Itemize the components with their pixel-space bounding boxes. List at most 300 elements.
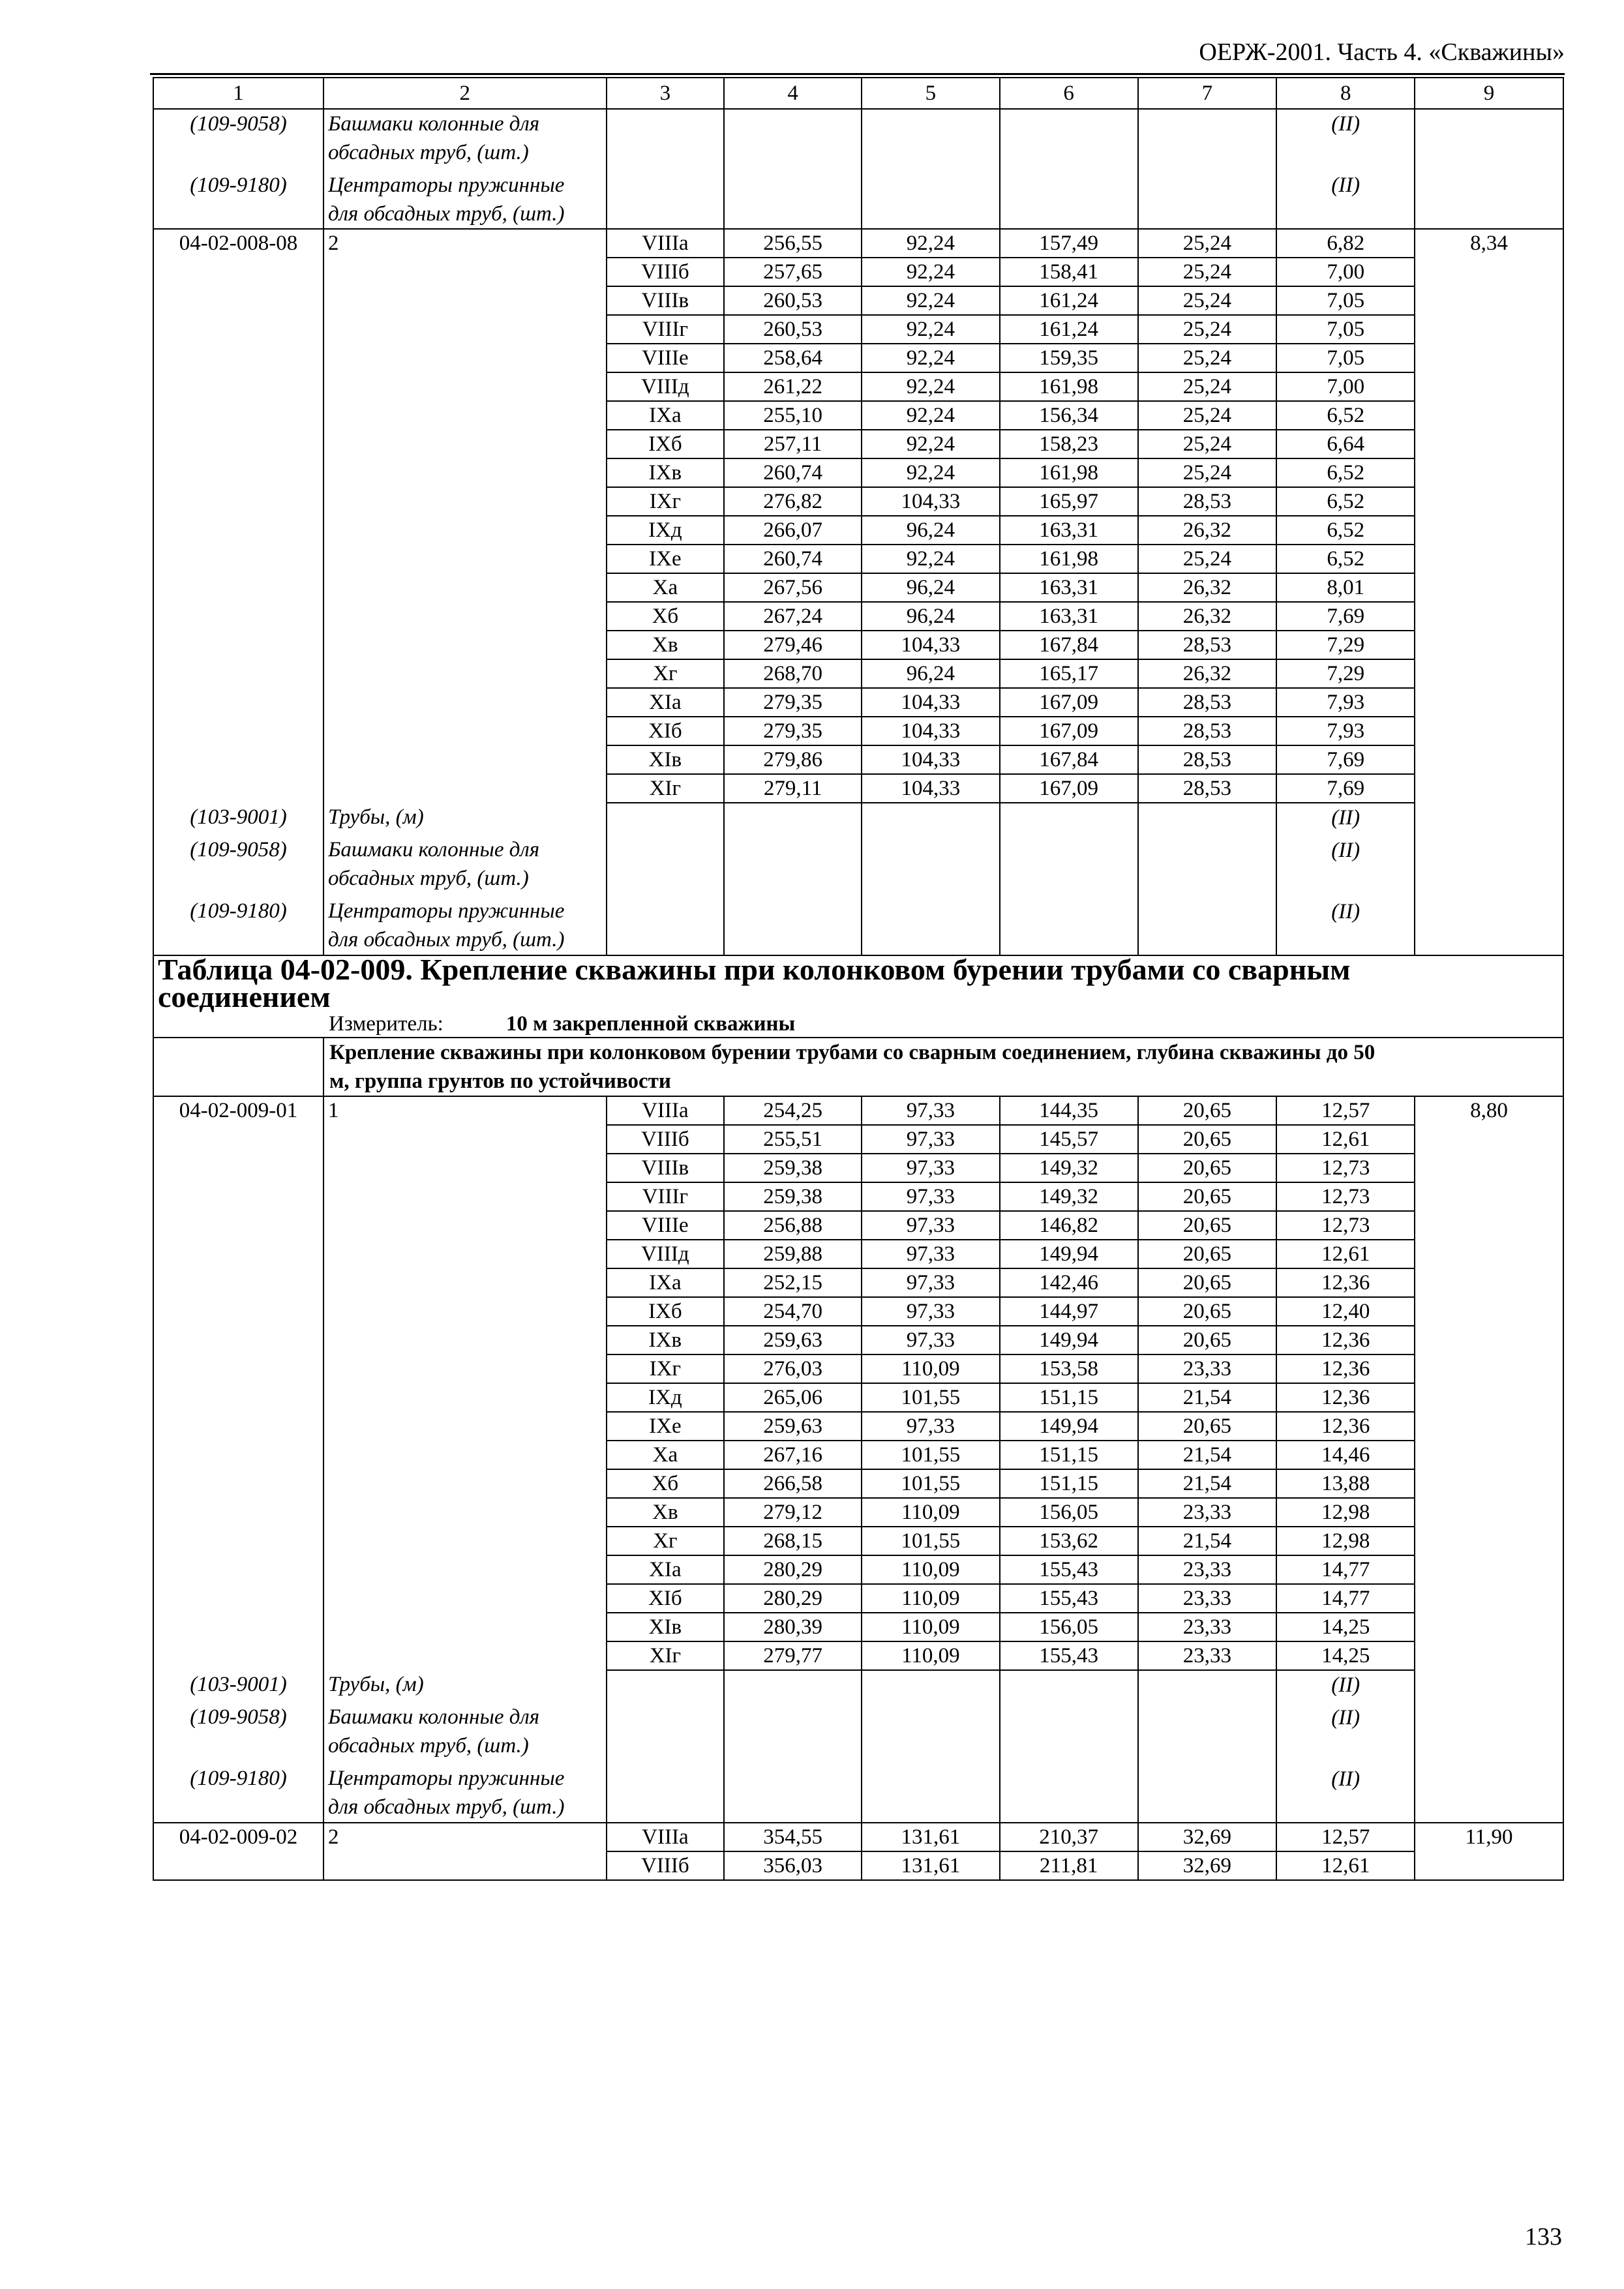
soil-group: IXг (607, 1354, 725, 1383)
rate-value: 12,40 (1276, 1297, 1415, 1326)
soil-group: VIIIг (607, 1182, 725, 1211)
soil-group: Xг (607, 659, 725, 688)
rate-value: 167,84 (1000, 745, 1138, 774)
rate-value: 279,77 (724, 1641, 862, 1670)
soil-group: Xв (607, 1498, 725, 1527)
rate-value: 12,73 (1276, 1211, 1415, 1240)
col9-value: 11,90 (1415, 1823, 1563, 1851)
col-num-8: 8 (1276, 78, 1415, 109)
material-mark: (II) (1331, 839, 1361, 862)
col9-continued (1415, 1354, 1563, 1383)
col9-continued (1415, 487, 1563, 516)
material-code-spacer (158, 1731, 319, 1760)
rate-value: 110,09 (862, 1613, 1000, 1641)
rate-value: 156,05 (1000, 1498, 1138, 1527)
rate-value: 267,16 (724, 1441, 862, 1469)
rate-value: 92,24 (862, 344, 1000, 372)
rate-value: 23,33 (1138, 1354, 1277, 1383)
col9-continued (1415, 430, 1563, 458)
table-009-title-line2: соединением (158, 980, 331, 1013)
material-name: Центраторы пружинные (327, 173, 565, 197)
rate-value: 110,09 (862, 1354, 1000, 1383)
rate-value: 254,25 (724, 1096, 862, 1125)
rate-number-continued (323, 573, 607, 602)
rate-value: 25,24 (1138, 286, 1277, 315)
rate-value: 104,33 (862, 745, 1000, 774)
empty-cell (1415, 109, 1563, 229)
rate-value: 276,03 (724, 1354, 862, 1383)
rate-number-continued (323, 344, 607, 372)
rate-code-continued (153, 1383, 323, 1412)
rate-value: 279,35 (724, 717, 862, 745)
soil-group: IXа (607, 401, 725, 430)
rate-value: 14,46 (1276, 1441, 1415, 1469)
rate-value: 254,70 (724, 1297, 862, 1326)
rate-value: 268,70 (724, 659, 862, 688)
rate-value: 97,33 (862, 1240, 1000, 1268)
col9-continued (1415, 545, 1563, 573)
empty-cell (1000, 803, 1138, 955)
rate-code-continued (153, 430, 323, 458)
rate-code-continued (153, 1412, 323, 1441)
rate-value: 97,33 (862, 1154, 1000, 1182)
rate-value: 101,55 (862, 1527, 1000, 1555)
rate-value: 6,64 (1276, 430, 1415, 458)
rate-value: 25,24 (1138, 229, 1277, 258)
rate-value: 161,24 (1000, 286, 1138, 315)
rate-value: 97,33 (862, 1297, 1000, 1326)
soil-group: IXв (607, 458, 725, 487)
material-name-cell (323, 803, 607, 955)
rate-value: 12,61 (1276, 1851, 1415, 1880)
soil-group: IXе (607, 545, 725, 573)
rate-number-continued (323, 1498, 607, 1527)
soil-group: Xа (607, 573, 725, 602)
rate-number: 2 (323, 1823, 607, 1851)
block-009-01-row (153, 1383, 1563, 1412)
material-mark: (II) (1331, 1706, 1361, 1729)
block-009-01-row (153, 1469, 1563, 1498)
rate-value: 12,36 (1276, 1354, 1415, 1383)
rate-value: 157,49 (1000, 229, 1138, 258)
soil-group: IXд (607, 1383, 725, 1412)
block-008-08-row (153, 602, 1563, 631)
rate-code-continued (153, 1182, 323, 1211)
rate-value: 144,35 (1000, 1096, 1138, 1125)
soil-group: VIIIа (607, 1096, 725, 1125)
col9-value: 8,34 (1415, 229, 1563, 258)
col9-continued (1415, 602, 1563, 631)
rate-code-continued (153, 372, 323, 401)
material-code: (109-9058) (190, 112, 287, 136)
rate-code-continued (153, 1498, 323, 1527)
subtitle-line2: м, группа грунтов по устойчивости (329, 1070, 671, 1093)
rate-code-continued (153, 1125, 323, 1154)
soil-group: IXе (607, 1412, 725, 1441)
block-009-01-row (153, 1326, 1563, 1354)
rate-number-continued (323, 1641, 607, 1670)
material-code-cell (153, 803, 323, 955)
col9-continued (1415, 258, 1563, 286)
rate-value: 26,32 (1138, 516, 1277, 545)
soil-group: XIв (607, 1613, 725, 1641)
material-name-cell (323, 1670, 607, 1823)
block-009-01-row (153, 1613, 1563, 1641)
rate-number-continued (323, 1154, 607, 1182)
soil-group: VIIIв (607, 286, 725, 315)
rate-value: 280,29 (724, 1555, 862, 1584)
rate-value: 12,98 (1276, 1527, 1415, 1555)
material-mark: (II) (1331, 1767, 1361, 1791)
empty-cell (1000, 109, 1138, 229)
rates-table (153, 77, 1564, 1881)
col9-continued (1415, 573, 1563, 602)
rate-value: 20,65 (1138, 1125, 1277, 1154)
material-code-spacer (158, 1793, 319, 1821)
rate-value: 165,17 (1000, 659, 1138, 688)
rate-code-continued (153, 401, 323, 430)
rate-code-continued (153, 1354, 323, 1383)
rate-value: 7,05 (1276, 286, 1415, 315)
empty-cell (1415, 803, 1563, 955)
empty-cell (724, 109, 862, 229)
block-008-08-materials-row (153, 803, 1563, 955)
soil-group: XIб (607, 717, 725, 745)
soil-group: VIIIд (607, 372, 725, 401)
rate-value: 101,55 (862, 1469, 1000, 1498)
rate-value: 23,33 (1138, 1613, 1277, 1641)
material-name: обсадных труб, (шт.) (327, 1734, 529, 1758)
rate-value: 167,09 (1000, 688, 1138, 717)
block-009-01-row (153, 1584, 1563, 1613)
soil-group: VIIIа (607, 1823, 725, 1851)
soil-group: XIб (607, 1584, 725, 1613)
col-num-1: 1 (153, 78, 323, 109)
block-008-08-row (153, 631, 1563, 659)
rate-value: 265,06 (724, 1383, 862, 1412)
rate-value: 279,35 (724, 688, 862, 717)
rate-value: 23,33 (1138, 1584, 1277, 1613)
rate-value: 7,05 (1276, 344, 1415, 372)
rate-value: 92,24 (862, 229, 1000, 258)
rate-value: 14,77 (1276, 1555, 1415, 1584)
col-num-5: 5 (862, 78, 1000, 109)
rate-value: 97,33 (862, 1125, 1000, 1154)
rate-code-continued (153, 745, 323, 774)
col9-continued (1415, 1240, 1563, 1268)
measure-row (153, 1011, 1563, 1038)
block-008-08-row (153, 401, 1563, 430)
material-name: Башмаки колонные для (327, 1705, 540, 1729)
rate-number-continued (323, 1297, 607, 1326)
rate-value: 261,22 (724, 372, 862, 401)
rate-code-continued (153, 1441, 323, 1469)
rate-value: 28,53 (1138, 487, 1277, 516)
col9-continued (1415, 1469, 1563, 1498)
rate-value: 153,62 (1000, 1527, 1138, 1555)
rate-code-continued (153, 258, 323, 286)
rate-value: 149,32 (1000, 1154, 1138, 1182)
rate-value: 257,11 (724, 430, 862, 458)
block-008-08-row (153, 372, 1563, 401)
subtitle-empty-cell (153, 1038, 323, 1096)
rate-number-continued (323, 516, 607, 545)
rate-value: 26,32 (1138, 659, 1277, 688)
rate-number-continued (323, 745, 607, 774)
block-009-01-row (153, 1498, 1563, 1527)
material-mark-cell (1276, 803, 1415, 955)
rate-value: 268,15 (724, 1527, 862, 1555)
col9-continued (1415, 1154, 1563, 1182)
material-name: обсадных труб, (шт.) (327, 867, 529, 890)
col9-continued (1415, 372, 1563, 401)
rate-code-continued (153, 1641, 323, 1670)
rate-value: 252,15 (724, 1268, 862, 1297)
rate-value: 131,61 (862, 1823, 1000, 1851)
rate-value: 104,33 (862, 717, 1000, 745)
rate-value: 259,63 (724, 1326, 862, 1354)
soil-group: XIг (607, 774, 725, 803)
rate-code-continued (153, 717, 323, 745)
rate-value: 12,36 (1276, 1268, 1415, 1297)
material-code: (109-9180) (190, 1767, 287, 1790)
rate-code-continued (153, 659, 323, 688)
rate-value: 92,24 (862, 458, 1000, 487)
material-code-spacer (158, 200, 319, 228)
rate-value: 163,31 (1000, 602, 1138, 631)
block-009-01-row (153, 1268, 1563, 1297)
rate-code-continued (153, 573, 323, 602)
rate-value: 6,52 (1276, 458, 1415, 487)
col9-continued (1415, 315, 1563, 344)
rate-code-continued (153, 1240, 323, 1268)
block-008-08-row (153, 229, 1563, 258)
rate-value: 153,58 (1000, 1354, 1138, 1383)
material-name: для обсадных труб, (шт.) (327, 1795, 565, 1819)
rate-value: 92,24 (862, 401, 1000, 430)
rate-value: 167,84 (1000, 631, 1138, 659)
rate-value: 110,09 (862, 1498, 1000, 1527)
table-009-title-line1: Таблица 04-02-009. Крепление скважины при колонковом бурении трубами со сварным (158, 953, 1351, 986)
rate-number: 1 (323, 1096, 607, 1125)
soil-group: IXг (607, 487, 725, 516)
block-009-01-row (153, 1354, 1563, 1383)
rate-value: 12,57 (1276, 1823, 1415, 1851)
empty-cell (607, 803, 725, 955)
rate-value: 14,25 (1276, 1613, 1415, 1641)
block-009-01-row (153, 1154, 1563, 1182)
rate-value: 151,15 (1000, 1441, 1138, 1469)
block-009-01-row (153, 1125, 1563, 1154)
block-008-08-row (153, 545, 1563, 573)
block-008-08-row (153, 315, 1563, 344)
block-009-02-row (153, 1823, 1563, 1851)
col-num-9: 9 (1415, 78, 1563, 109)
rate-code-continued (153, 286, 323, 315)
rate-value: 104,33 (862, 774, 1000, 803)
rate-value: 149,94 (1000, 1326, 1138, 1354)
rate-number-continued (323, 1613, 607, 1641)
rate-value: 7,00 (1276, 372, 1415, 401)
rate-value: 131,61 (862, 1851, 1000, 1880)
empty-cell (607, 109, 725, 229)
soil-group: XIа (607, 1555, 725, 1584)
rate-value: 259,38 (724, 1154, 862, 1182)
rate-code-continued (153, 458, 323, 487)
subtitle-cell (323, 1038, 1563, 1096)
col9-continued (1415, 745, 1563, 774)
rate-value: 12,36 (1276, 1383, 1415, 1412)
rate-value: 210,37 (1000, 1823, 1138, 1851)
col9-continued (1415, 631, 1563, 659)
rate-value: 23,33 (1138, 1641, 1277, 1670)
rate-value: 258,64 (724, 344, 862, 372)
rate-value: 149,32 (1000, 1182, 1138, 1211)
rate-value: 279,11 (724, 774, 862, 803)
top-materials-row (153, 109, 1563, 229)
rate-code-continued (153, 1851, 323, 1880)
rate-value: 259,38 (724, 1182, 862, 1211)
col9-continued (1415, 1498, 1563, 1527)
rate-code-continued (153, 487, 323, 516)
rate-number-continued (323, 1412, 607, 1441)
block-008-08-row (153, 573, 1563, 602)
rate-value: 96,24 (862, 573, 1000, 602)
soil-group: VIIIв (607, 1154, 725, 1182)
subtitle-line1: Крепление скважины при колонковом бурении трубами со сварным соединением, глубина скважины до 50 (329, 1041, 1376, 1064)
block-009-01-row (153, 1182, 1563, 1211)
rate-value: 26,32 (1138, 573, 1277, 602)
rate-value: 97,33 (862, 1211, 1000, 1240)
rate-value: 145,57 (1000, 1125, 1138, 1154)
col-num-2: 2 (323, 78, 607, 109)
rate-code-continued (153, 602, 323, 631)
measure-value: 10 м закрепленной скважины (505, 1012, 796, 1036)
rate-number-continued (323, 258, 607, 286)
soil-group: XIв (607, 745, 725, 774)
rate-value: 12,57 (1276, 1096, 1415, 1125)
measure-label: Измеритель: (329, 1012, 444, 1036)
rate-value: 104,33 (862, 688, 1000, 717)
rate-number-continued (323, 1240, 607, 1268)
soil-group: VIIIб (607, 258, 725, 286)
rate-value: 97,33 (862, 1268, 1000, 1297)
rate-value: 21,54 (1138, 1469, 1277, 1498)
col9-continued (1415, 458, 1563, 487)
rate-value: 259,88 (724, 1240, 862, 1268)
rate-value: 161,98 (1000, 545, 1138, 573)
block-008-08-row (153, 688, 1563, 717)
block-008-08-row (153, 745, 1563, 774)
soil-group: VIIIб (607, 1851, 725, 1880)
rate-value: 25,24 (1138, 315, 1277, 344)
rate-number-continued (323, 315, 607, 344)
rate-value: 12,98 (1276, 1498, 1415, 1527)
material-code: (103-9001) (190, 805, 287, 829)
material-code-spacer (158, 925, 319, 954)
col-num-3: 3 (607, 78, 725, 109)
col9-continued (1415, 1383, 1563, 1412)
rate-code-continued (153, 1555, 323, 1584)
material-mark-cell (1276, 1670, 1415, 1823)
rate-code-continued (153, 315, 323, 344)
rate-number-continued (323, 1469, 607, 1498)
rate-code-continued (153, 631, 323, 659)
rate-code-continued (153, 1527, 323, 1555)
rate-value: 266,07 (724, 516, 862, 545)
rate-value: 151,15 (1000, 1383, 1138, 1412)
measure-cell (153, 1011, 1563, 1038)
rate-value: 20,65 (1138, 1268, 1277, 1297)
rate-value: 101,55 (862, 1383, 1000, 1412)
col9-continued (1415, 1412, 1563, 1441)
rate-value: 20,65 (1138, 1297, 1277, 1326)
col9-continued (1415, 688, 1563, 717)
rate-code-continued (153, 1297, 323, 1326)
rate-value: 25,24 (1138, 430, 1277, 458)
soil-group: Xг (607, 1527, 725, 1555)
subtitle-row (153, 1038, 1563, 1096)
rate-value: 167,09 (1000, 717, 1138, 745)
material-name: Башмаки колонные для (327, 112, 540, 136)
rate-value: 97,33 (862, 1096, 1000, 1125)
material-mark: (II) (1331, 1673, 1361, 1697)
rate-value: 266,58 (724, 1469, 862, 1498)
rate-value: 92,24 (862, 430, 1000, 458)
material-name: Центраторы пружинные (327, 1767, 565, 1790)
rate-value: 13,88 (1276, 1469, 1415, 1498)
rate-number-continued (323, 372, 607, 401)
empty-cell (862, 109, 1000, 229)
material-name: Трубы, (м) (327, 805, 424, 829)
rate-value: 256,88 (724, 1211, 862, 1240)
rate-value: 20,65 (1138, 1326, 1277, 1354)
rate-value: 276,82 (724, 487, 862, 516)
col9-continued (1415, 1527, 1563, 1555)
rate-value: 255,51 (724, 1125, 862, 1154)
rate-value: 28,53 (1138, 631, 1277, 659)
empty-cell (862, 1670, 1000, 1823)
rate-value: 101,55 (862, 1441, 1000, 1469)
empty-cell (862, 803, 1000, 955)
rate-number-continued (323, 1354, 607, 1383)
material-mark-spacer (1281, 200, 1410, 228)
col9-continued (1415, 1584, 1563, 1613)
rate-code-continued (153, 344, 323, 372)
material-mark-spacer (1281, 1732, 1410, 1761)
rate-value: 279,12 (724, 1498, 862, 1527)
rate-value: 21,54 (1138, 1527, 1277, 1555)
rate-value: 146,82 (1000, 1211, 1138, 1240)
rate-value: 32,69 (1138, 1823, 1277, 1851)
rate-value: 158,23 (1000, 430, 1138, 458)
rate-value: 26,32 (1138, 602, 1277, 631)
col-num-6: 6 (1000, 78, 1138, 109)
rate-value: 7,05 (1276, 315, 1415, 344)
empty-cell (1138, 109, 1277, 229)
rate-value: 161,24 (1000, 315, 1138, 344)
header-rule (150, 73, 1565, 75)
rate-value: 97,33 (862, 1412, 1000, 1441)
rate-value: 7,29 (1276, 659, 1415, 688)
col9-continued (1415, 1641, 1563, 1670)
block-008-08-row (153, 487, 1563, 516)
rate-value: 161,98 (1000, 458, 1138, 487)
rate-number-continued (323, 688, 607, 717)
rate-value: 156,05 (1000, 1613, 1138, 1641)
block-009-01-row (153, 1240, 1563, 1268)
rate-value: 23,33 (1138, 1498, 1277, 1527)
